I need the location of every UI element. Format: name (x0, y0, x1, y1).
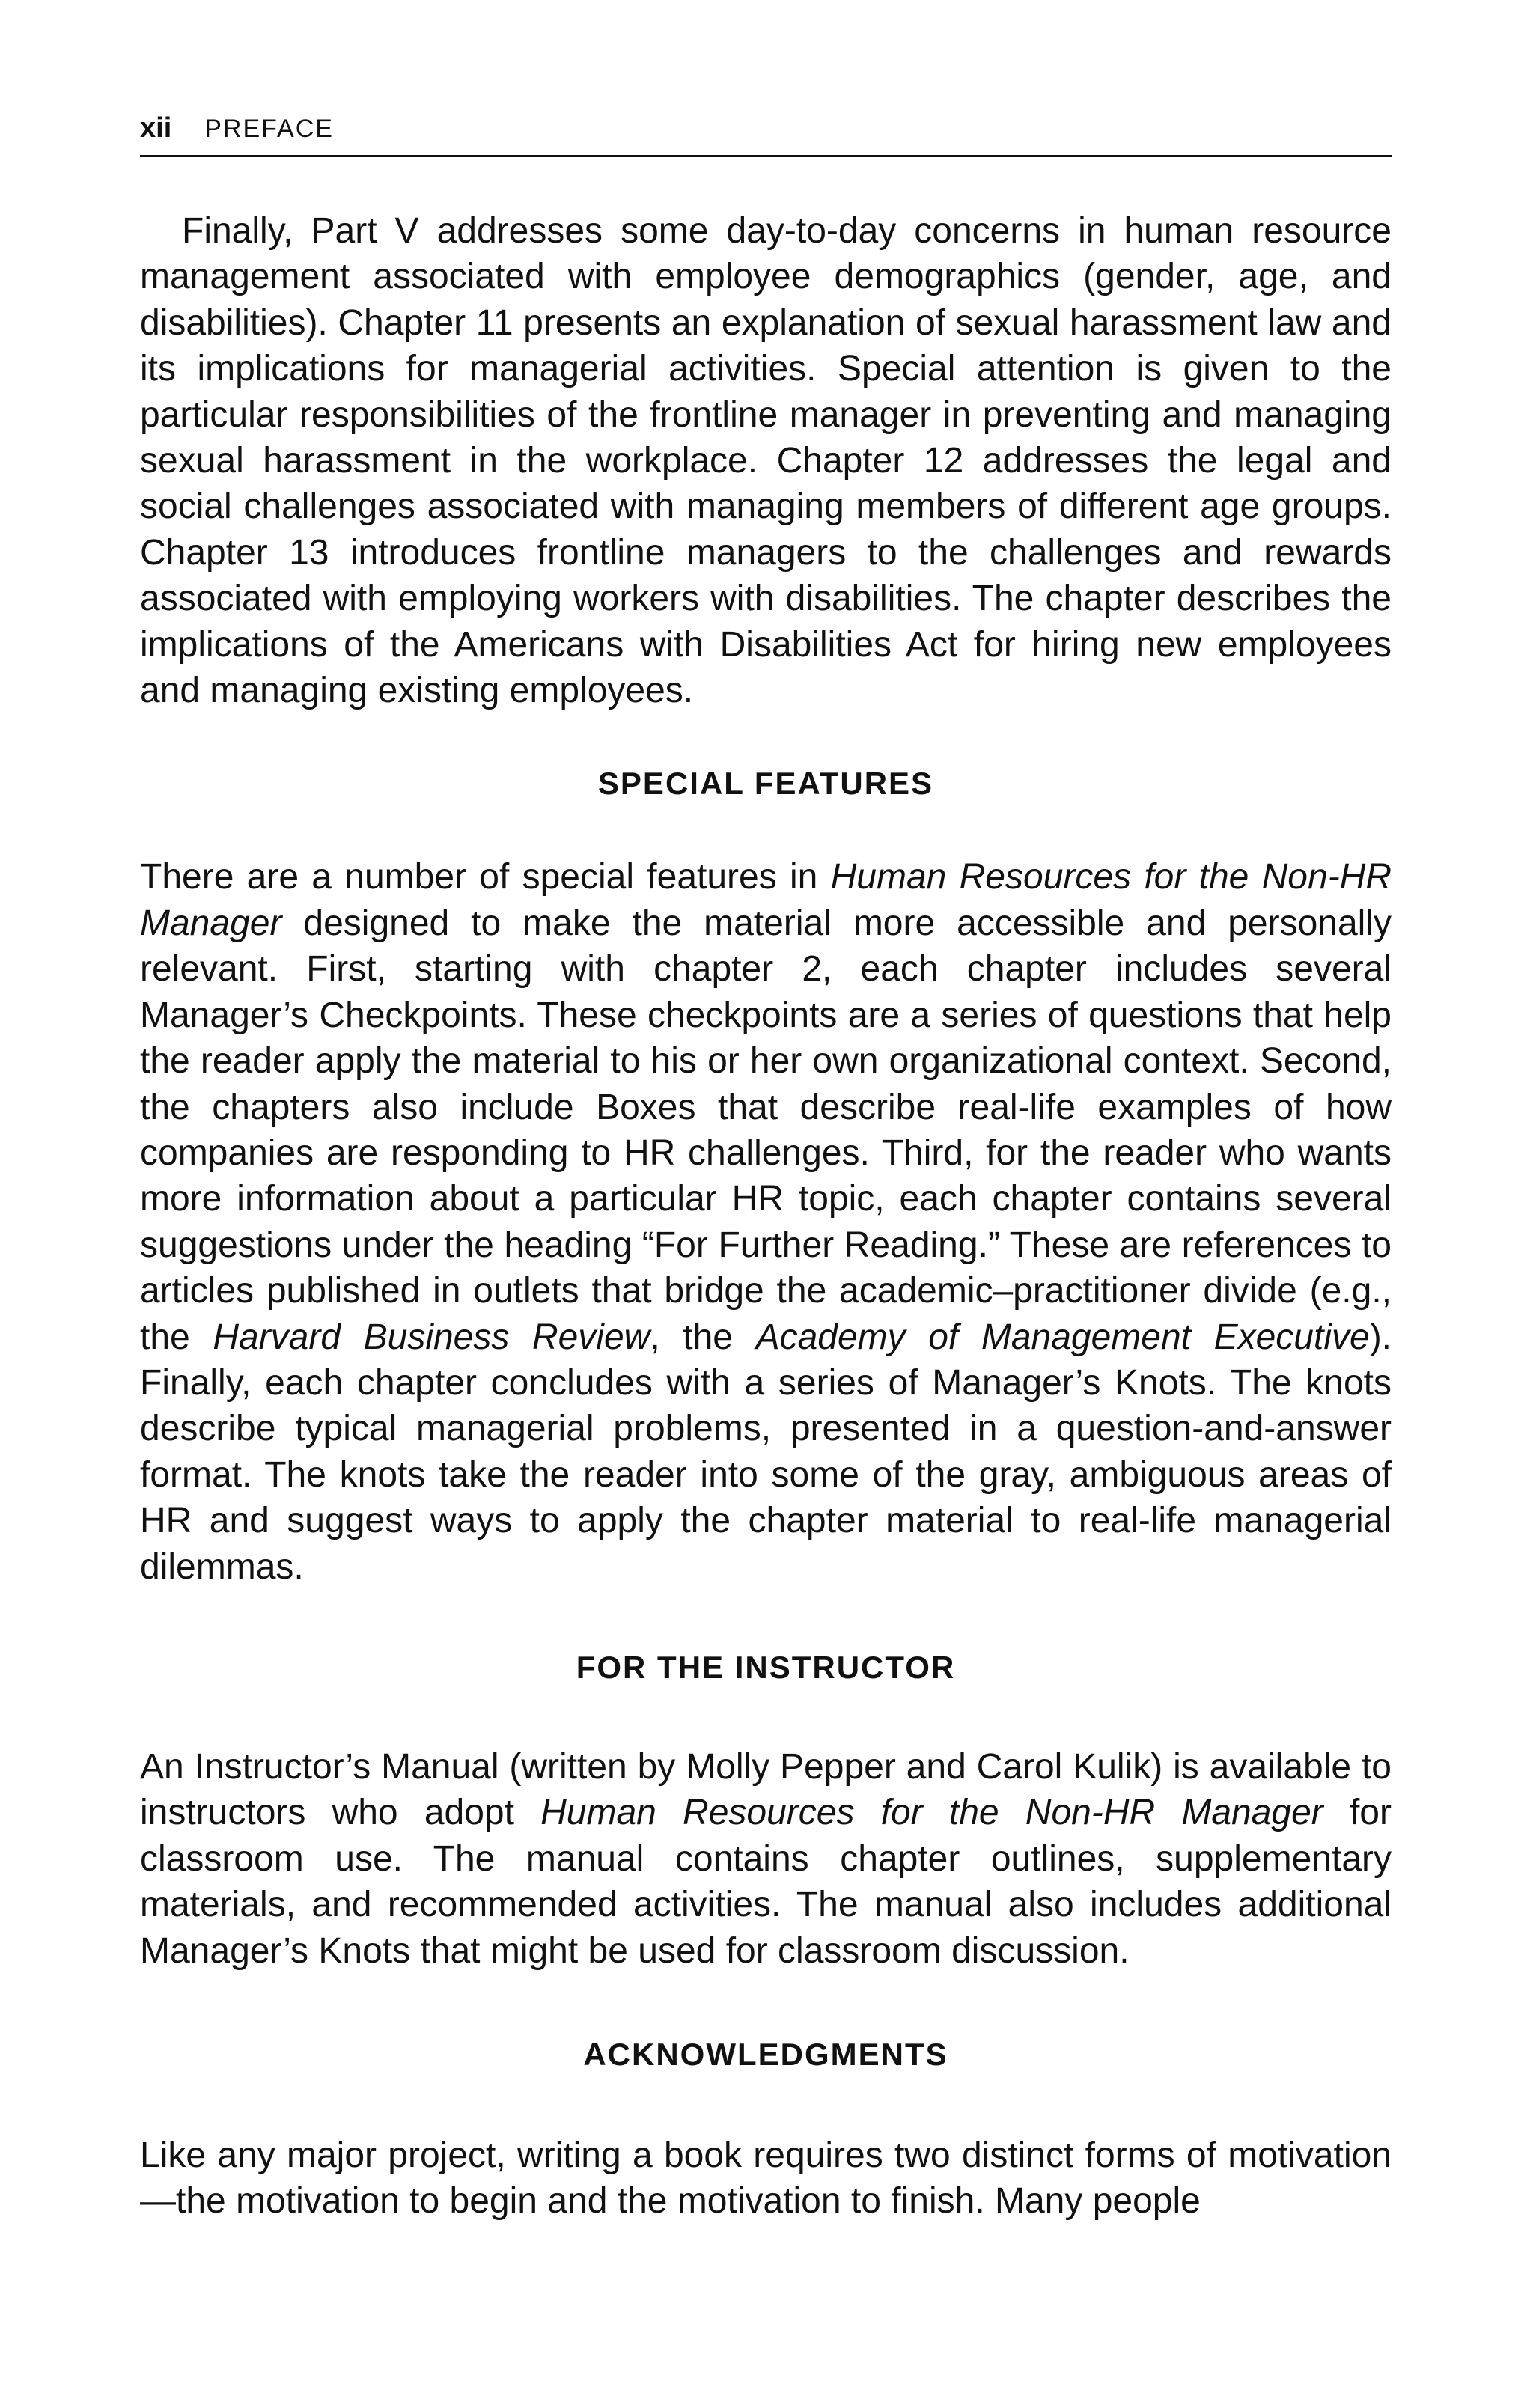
body-text (140, 208, 1392, 2225)
text-run: designed to make the material more accessible and personally relevant. First, starting with chapter 2, each chapter includes several Manager’s Checkpoints. These checkpoints are a series of questions that help the reader apply the material to his or her own organizational context. Second, the chapters also include Boxes that describe real-life examples of how companies are responding to HR challenges. Third, for the reader who wants more information about a particular HR topic, each chapter contains several suggestions under the heading “For Further Reading.” These are references to articles published in outlets that bridge the academic–practitioner divide (e.g., the (140, 903, 1392, 1357)
journal-title-italic: Harvard Business Review (213, 1317, 650, 1357)
book-title-italic: Human Resources for the Non-HR Manager (140, 857, 1392, 943)
paragraph-part-v: Finally, Part V addresses some day-to-day concerns in human resource management associated with employee demographics (gender, age, and disabilities). Chapter 11 presents an explanation of sexual harassment law and its implications for managerial activities. Special attention is given to the particular responsibilities of the frontline manager in preventing and managing sexual harassment in the workplace. Chapter 12 addresses the legal and social challenges associated with managing members of different age groups. Chapter 13 introduces frontline managers to the challenges and rewards associated with employing workers with disabilities. The chapter describes the implications of the Americans with Disabilities Act for hiring new employees and managing existing employees. (140, 211, 1392, 711)
text-run: for classroom use. The manual contains chapter outlines, supplementary materials, and recommended activities. The manual also includes additional Manager’s Knots that might be used for classroom discussion. (140, 1793, 1392, 1971)
text-run: ). Finally, each chapter concludes with a series of Manager’s Knots. The knots describe typical managerial problems, presented in a question-and-answer format. The knots take the reader into some of the gray, ambiguous areas of HR and suggest ways to apply the chapter material to real-life managerial dilemmas. (140, 1317, 1392, 1587)
heading-for-the-instructor: FOR THE INSTRUCTOR (576, 1649, 956, 1685)
paragraph-instructor (140, 1744, 1392, 1974)
book-page (140, 112, 1392, 2225)
running-head-title: PREFACE (204, 115, 334, 143)
text-run: , the (650, 1317, 756, 1357)
book-title-italic: Human Resources for the Non-HR Manager (540, 1793, 1323, 1833)
paragraph-acknowledgments: Like any major project, writing a book requires two distinct forms of motivation—the motivation to begin and the motivation to finish. Many people (140, 2136, 1392, 2222)
heading-special-features: SPECIAL FEATURES (597, 766, 934, 802)
running-head (140, 112, 1392, 157)
text-run: An Instructor’s Manual (written by Molly Pepper and Carol Kulik) is available to instructors who adopt (140, 1746, 1392, 1833)
heading-acknowledgments: ACKNOWLEDGMENTS (583, 2037, 948, 2072)
journal-title-italic: Academy of Management Executive (755, 1317, 1370, 1357)
text-run: There are a number of special features in (140, 857, 831, 897)
paragraph-special-features (140, 854, 1392, 1590)
page-number: xii (140, 112, 172, 144)
